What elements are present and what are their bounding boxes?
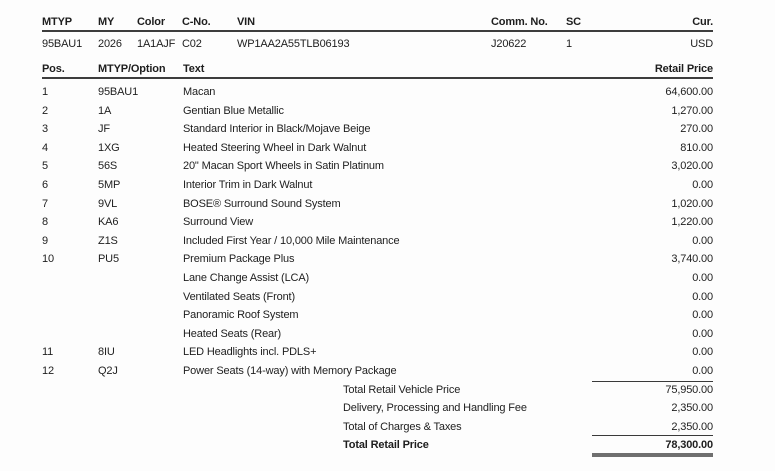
option-pos: 7 [42, 197, 48, 210]
option-code: Q2J [98, 364, 118, 377]
option-pos: 8 [42, 216, 48, 229]
vehicle-comm-no: J20622 [491, 38, 527, 50]
vehicle-vin: WP1AA2A55TLB06193 [237, 38, 350, 50]
option-row [42, 343, 713, 362]
option-text: Heated Steering Wheel in Dark Walnut [183, 141, 367, 154]
header-cell-sc: SC [566, 16, 581, 28]
total-row-charges-taxes [42, 418, 713, 437]
option-pos: 10 [42, 253, 54, 266]
header-cell-text: Text [183, 63, 205, 75]
option-text: Lane Change Assist (LCA) [183, 271, 310, 284]
vehicle-cur: USD [690, 38, 713, 50]
option-subitem-row [42, 306, 713, 325]
option-pos: 12 [42, 364, 54, 377]
option-subitem-row [42, 288, 713, 307]
header-cell-vin: VIN [237, 16, 255, 28]
total-value: 2,350.00 [592, 418, 713, 437]
header-cell-cur: Cur. [692, 16, 713, 28]
option-code: JF [98, 123, 110, 136]
option-subitem-row [42, 325, 713, 344]
vehicle-color: 1A1AJF [137, 38, 176, 50]
total-row-grand-total [42, 436, 713, 455]
option-code: 1A [98, 104, 112, 117]
option-pos [42, 288, 98, 307]
option-price: 0.00 [692, 327, 713, 340]
option-text: Macan [183, 86, 216, 98]
option-row [42, 139, 713, 158]
option-price: 64,600.00 [665, 86, 713, 98]
option-code: 1XG [98, 141, 120, 154]
option-pos: 9 [42, 234, 48, 247]
option-pos: 3 [42, 123, 48, 136]
option-text: BOSE® Surround Sound System [183, 197, 341, 210]
option-price: 1,020.00 [671, 197, 713, 210]
option-pos [42, 306, 98, 325]
option-text: Panoramic Roof System [183, 309, 299, 322]
option-pos: 11 [42, 346, 54, 359]
vehicle-my: 2026 [98, 38, 122, 50]
option-text: Interior Trim in Dark Walnut [183, 178, 313, 191]
option-code: Z1S [98, 234, 118, 247]
total-label: Delivery, Processing and Handling Fee [343, 402, 527, 415]
option-row [42, 362, 713, 381]
option-row [42, 250, 713, 269]
header-cell-color: Color [137, 16, 165, 28]
option-row [42, 120, 713, 139]
option-pos: 4 [42, 141, 48, 154]
option-code: 95BAU1 [98, 86, 139, 98]
option-price: 0.00 [692, 290, 713, 303]
option-subitem-row [42, 269, 713, 288]
option-text: Surround View [183, 216, 254, 229]
option-price: 0.00 [692, 346, 713, 359]
option-text: Premium Package Plus [183, 253, 295, 266]
header-cell-comm-no: Comm. No. [491, 16, 548, 28]
option-row [42, 195, 713, 214]
option-code: 9VL [98, 197, 118, 210]
option-row [42, 176, 713, 195]
options-header-row [42, 63, 713, 79]
option-code [98, 325, 183, 344]
header-cell-pos: Pos. [42, 63, 65, 75]
total-label: Total of Charges & Taxes [343, 420, 462, 433]
option-pos: 1 [42, 86, 48, 98]
option-row [42, 213, 713, 232]
totals-section [42, 381, 713, 455]
option-code: PU5 [98, 253, 119, 266]
total-row-delivery-fee [42, 399, 713, 418]
vehicle-sc: 1 [566, 38, 572, 50]
option-price: 3,020.00 [671, 160, 713, 173]
option-code: 8IU [98, 346, 115, 359]
total-value: 2,350.00 [671, 402, 713, 415]
option-code: KA6 [98, 216, 119, 229]
header-cell-my: MY [98, 16, 115, 28]
option-price: 810.00 [680, 141, 713, 154]
header-cell-mtyp: MTYP [42, 16, 72, 28]
option-price: 0.00 [692, 178, 713, 191]
option-code [98, 288, 183, 307]
vehicle-header-row [42, 16, 713, 32]
total-value: 78,300.00 [592, 436, 713, 455]
option-price: 1,270.00 [671, 104, 713, 117]
header-cell-cno: C-No. [182, 16, 211, 28]
option-price: 0.00 [692, 309, 713, 322]
option-text: Standard Interior in Black/Mojave Beige [183, 123, 371, 136]
option-code [98, 306, 183, 325]
vehicle-mtyp: 95BAU1 [42, 38, 83, 50]
option-text: Gentian Blue Metallic [183, 104, 284, 117]
option-text: Heated Seats (Rear) [183, 327, 282, 340]
option-pos [42, 269, 98, 288]
total-label: Total Retail Price [343, 439, 429, 452]
option-code: 5MP [98, 178, 121, 191]
option-text: Ventilated Seats (Front) [183, 290, 295, 303]
option-pos: 2 [42, 104, 48, 117]
option-row [42, 102, 713, 121]
total-label: Total Retail Vehicle Price [343, 383, 461, 396]
option-code: 56S [98, 160, 118, 173]
option-row [42, 157, 713, 176]
option-price: 3,740.00 [671, 253, 713, 266]
options-rows [42, 79, 713, 381]
header-cell-mtyp-option: MTYP/Option [98, 63, 166, 75]
total-row-vehicle-price [42, 381, 713, 400]
option-text: Power Seats (14-way) with Memory Package [183, 364, 397, 377]
option-price: 270.00 [680, 123, 713, 136]
vehicle-cno: C02 [182, 38, 202, 50]
option-price: 0.00 [692, 234, 713, 247]
option-price: 0.00 [592, 362, 713, 382]
option-row [42, 83, 713, 102]
option-code [98, 269, 183, 288]
option-pos: 6 [42, 178, 48, 191]
vehicle-data-row [42, 38, 713, 50]
header-cell-retail-price: Retail Price [654, 63, 713, 75]
option-price: 0.00 [692, 271, 713, 284]
option-row [42, 232, 713, 251]
option-text: Included First Year / 10,000 Mile Maintenance [183, 234, 400, 247]
option-text: 20" Macan Sport Wheels in Satin Platinum [183, 160, 384, 173]
option-pos: 5 [42, 160, 48, 173]
option-text: LED Headlights incl. PDLS+ [183, 346, 317, 359]
total-value: 75,950.00 [665, 383, 713, 396]
option-pos [42, 325, 98, 344]
option-price: 1,220.00 [671, 216, 713, 229]
